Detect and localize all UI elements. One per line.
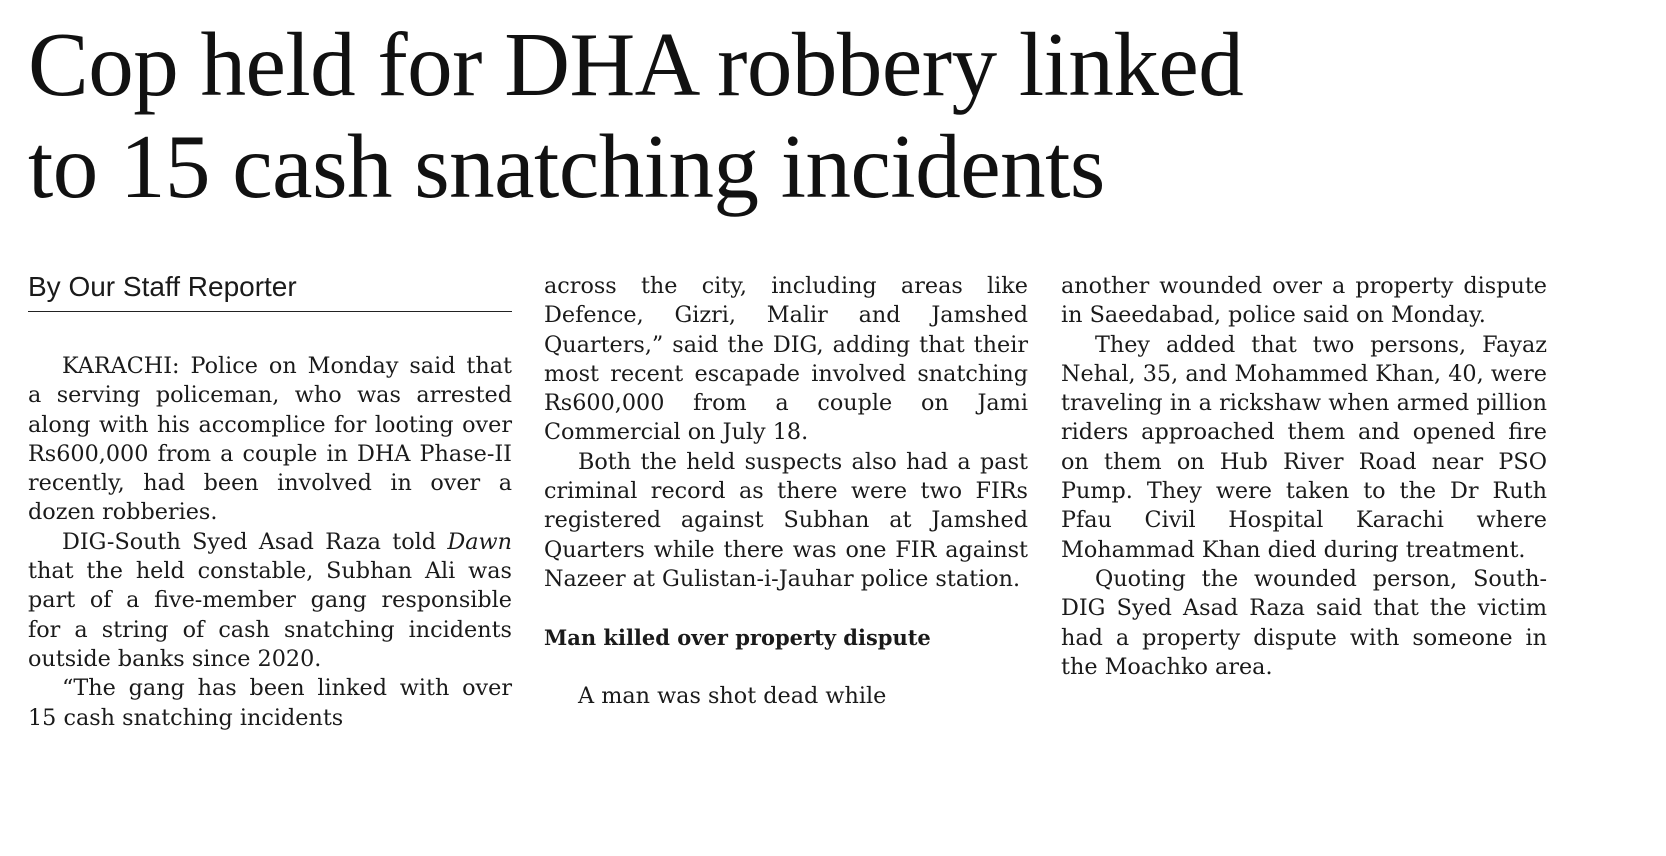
paragraph-victims: They added that two persons, Fayaz Nehal, 35, and Mohammed Khan, 40, were traveling in a rickshaw when armed pillion riders approached them and opened fire on them on Hub River Road near PSO Pump. They were taken to the Dr Ruth Pfau Civil Hospital Karachi where Mohammad Khan died during treatment. (1061, 331, 1547, 563)
article-column-1 (28, 272, 512, 733)
paragraph-property-dispute: Quoting the wounded person, South-DIG Syed Asad Raza said that the victim had a property dispute with someone in the Moachko area. (1061, 565, 1547, 680)
paragraph-criminal-record: Both the held suspects also had a past criminal record as there were two FIRs registered against Subhan at Jamshed Quarters while there was one FIR against Nazeer at Gulistan-i-Jauhar police station. (544, 448, 1028, 592)
headline (28, 14, 1638, 218)
paragraph-dateline: KARACHI: Police on Monday said that a serving policeman, who was arrested along with his accomplice for looting over Rs600,000 from a couple in DHA Phase-II recently, had been involved in over a dozen robberies. (28, 353, 512, 526)
paragraph-man-shot: A man was shot dead while (578, 682, 887, 709)
article-column-2 (544, 272, 1028, 711)
headline-line-2: to 15 cash snatching incidents (28, 116, 1105, 217)
byline: By Our Staff Reporter (28, 272, 512, 312)
article-column-3 (1061, 272, 1547, 682)
paragraph-gang-quote: “The gang has been linked with over 15 cash snatching incidents (28, 675, 512, 731)
publication-name: Dawn (447, 528, 512, 555)
paragraph-text: that the held constable, Subhan Ali was part of a five-member gang responsible for a string of cash snatching incidents outside banks since 2020. (28, 558, 512, 672)
paragraph-continued: across the city, including areas like Defence, Gizri, Malir and Jamshed Quarters,” said the DIG, adding that their most recent escapade involved snatching Rs600,000 from a couple on Jami Commercial on July 18. (544, 273, 1028, 446)
paragraph-text: DIG-South Syed Asad Raza told (62, 528, 448, 555)
headline-line-1: Cop held for DHA robbery linked (28, 14, 1244, 115)
subheading: Man killed over property dispute (544, 625, 931, 651)
paragraph-continued: another wounded over a property dispute in Saeedabad, police said on Monday. (1061, 273, 1547, 329)
paragraph-dig-statement (28, 528, 512, 674)
